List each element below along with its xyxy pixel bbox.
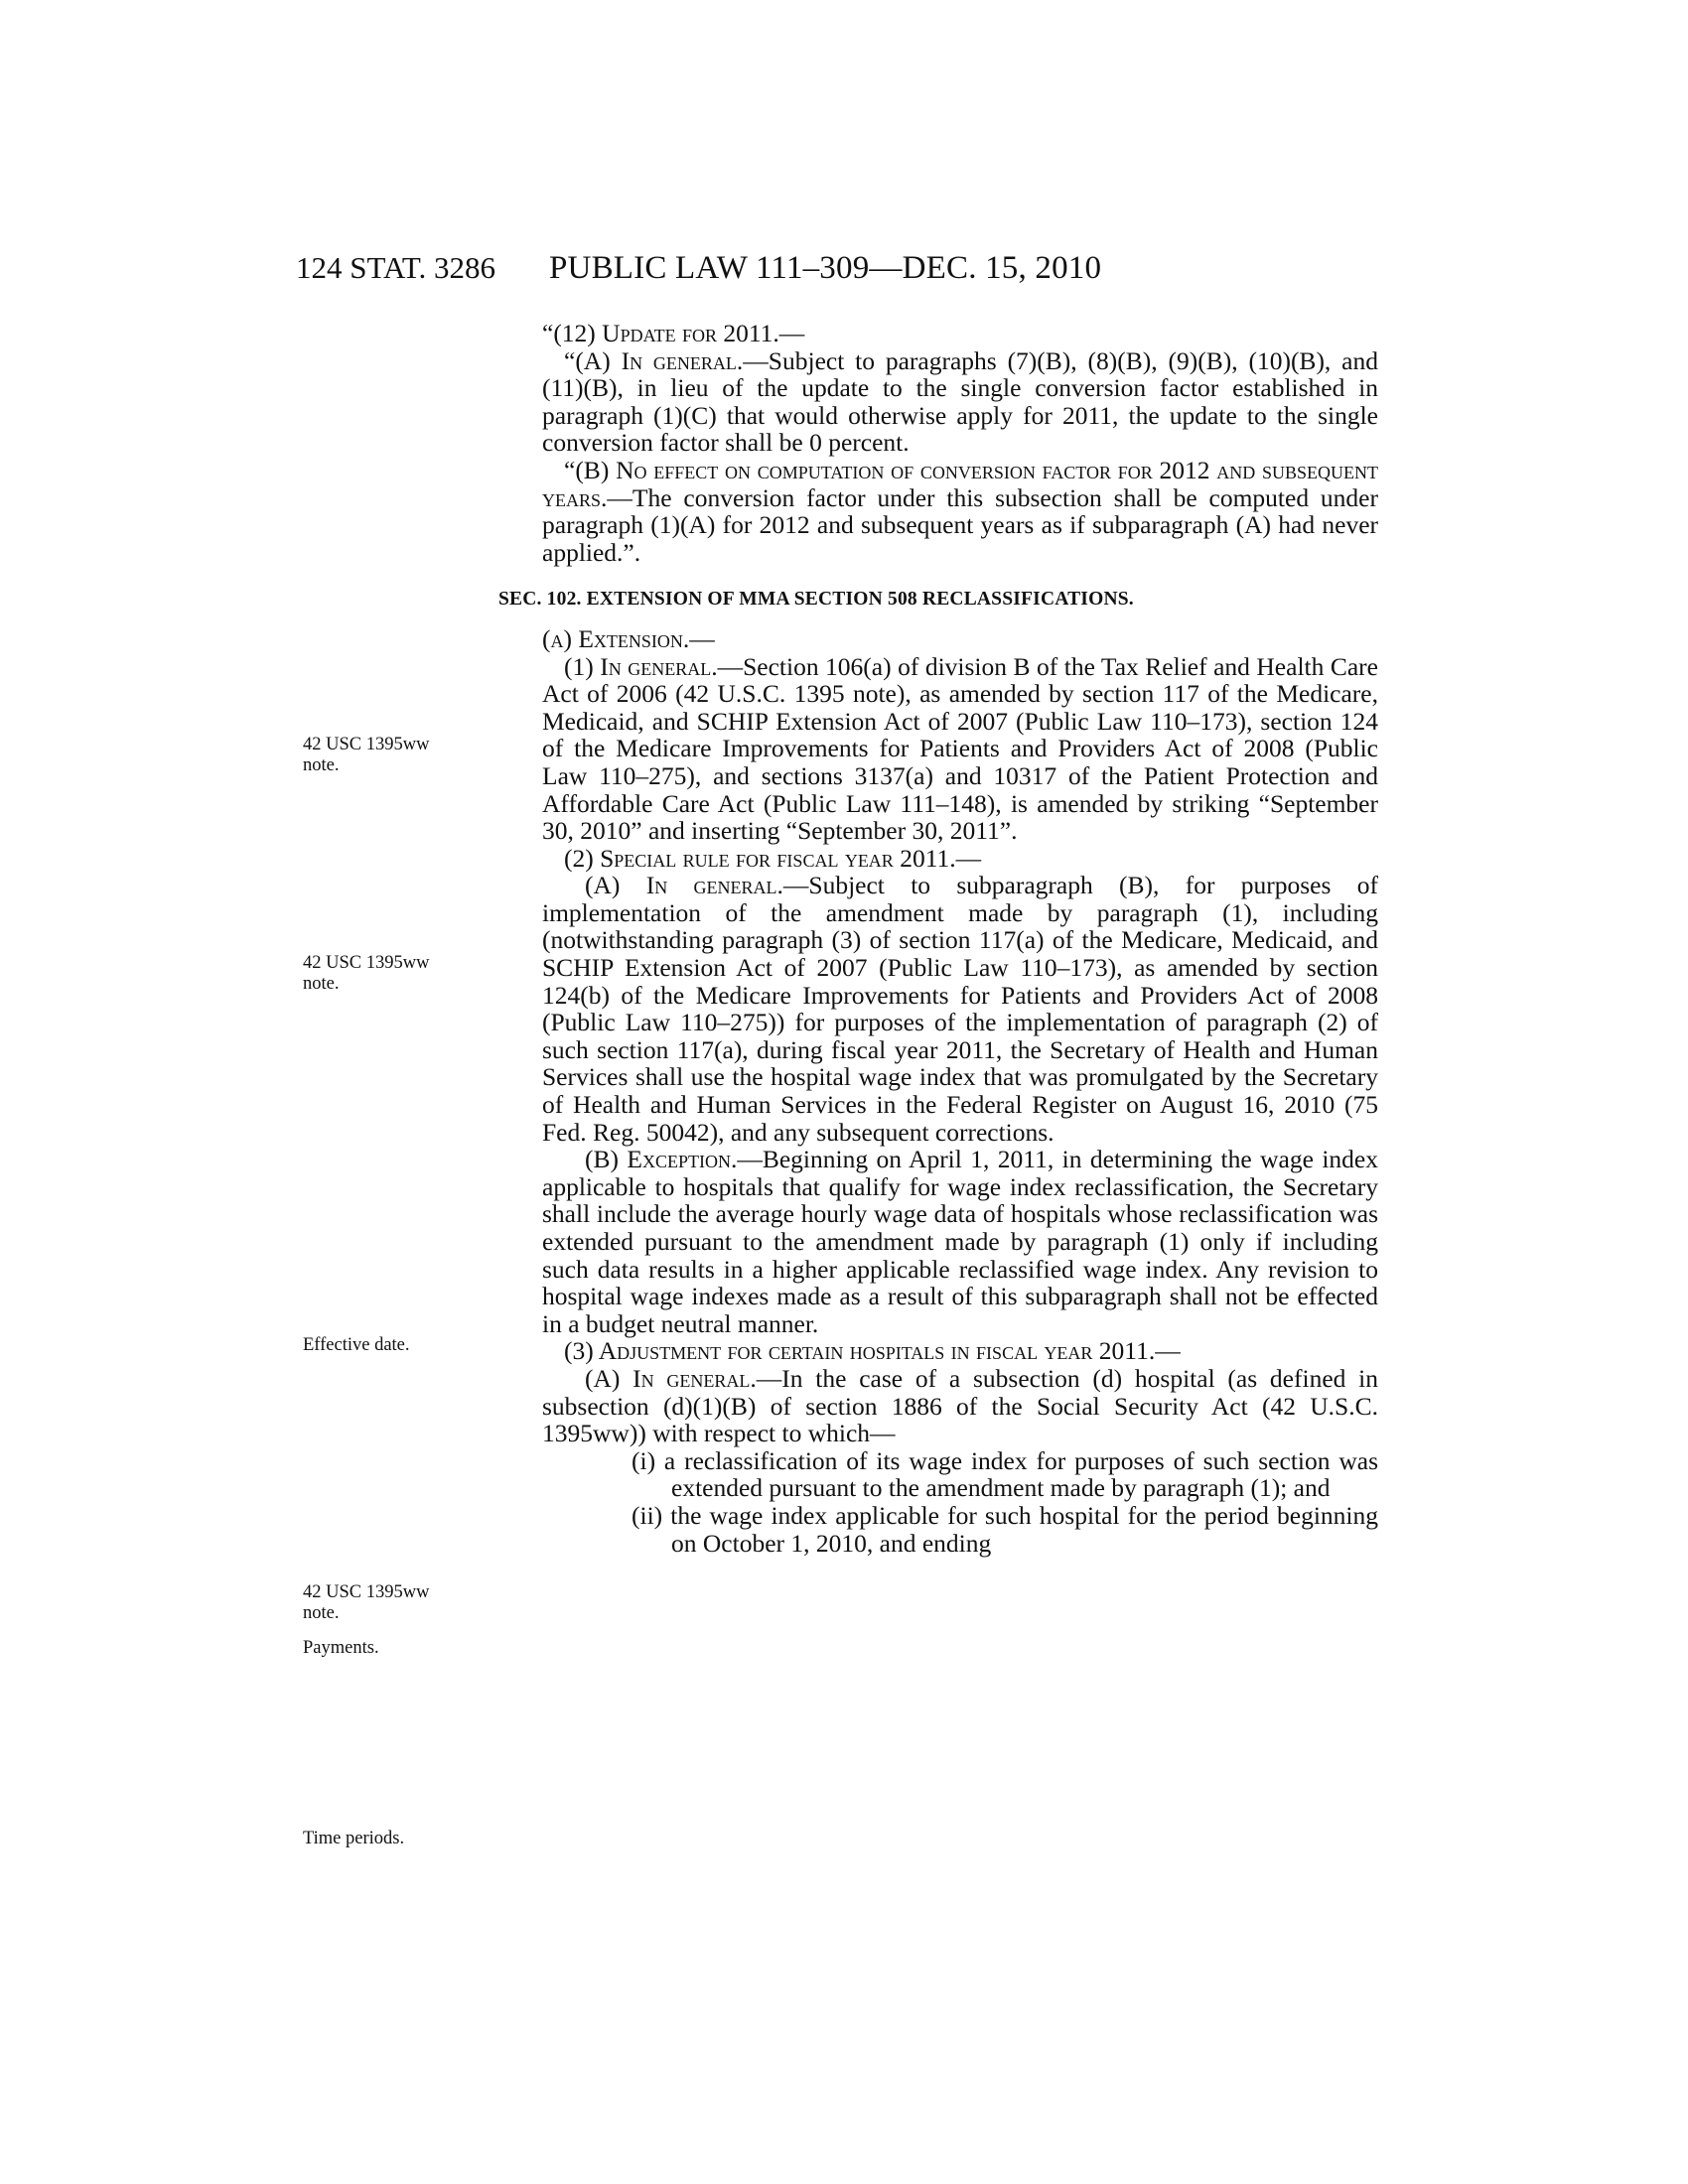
paragraph-a1 <box>542 653 1378 845</box>
subparagraph-12a-lead: “(A) In general.— <box>564 345 769 375</box>
margin-note-line: 42 USC 1395ww <box>303 1582 430 1602</box>
subparagraph-a2a-text: Subject to subparagraph (B), for purposes of implementation of the amendment made by paragraph (1), including (notwithstanding paragraph (3) of section 117(a) of the Medicare, Medicaid, and SCHIP Extension Act of 2007 (Public Law 110–173), as amended by section 124(b) of the Medicare Improvements for Patients and Providers Act of 2008 (Public Law 110–275)) for purposes of the implementation of paragraph (2) of such section 117(a), during fiscal year 2011, the Secretary of Health and Human Services shall use the hospital wage index that was promulgated by the Secretary of Health and Human Services in the Federal Register on August 16, 2010 (75 Fed. Reg. 50042), and any subsequent corrections. <box>542 871 1378 1147</box>
subparagraph-a2b <box>542 1146 1378 1337</box>
clause-a3a-i: (i) a reclassification of its wage index for purposes of such section was extended pursuant to the amendment made by paragraph (1); and <box>632 1445 1378 1503</box>
page-title: PUBLIC LAW 111–309—DEC. 15, 2010 <box>549 250 1102 286</box>
subparagraph-a3a-text: In the case of a subsection (d) hospital (as defined in subsection (d)(1)(B) of section 1886 of the Social Security Act (42 U.S.C. 1395ww)) with respect to which— <box>542 1363 1378 1448</box>
margin-note-effective-date: Effective date. <box>303 1335 410 1355</box>
subparagraph-12b-text: The conversion factor under this subsection shall be computed under paragraph (1)(A) for 2012 and subsequent years as if subparagraph (A) had never applied.”. <box>542 482 1378 567</box>
paragraph-12-heading: “(12) Update for 2011.— <box>542 319 805 347</box>
margin-note-line: 42 USC 1395ww <box>303 735 430 754</box>
subparagraph-a2b-text: Beginning on April 1, 2011, in determining the wage index applicable to hospitals that qualify for wage index reclassification, the Secretary shall include the average hourly wage data of hospitals whose reclassification was extended pursuant to the amendment made by paragraph (1) only if including such data results in a higher applicable reclassified wage index. Any revision to hospital wage indexes made as a result of this subparagraph shall not be effected in a budget neutral manner. <box>542 1145 1378 1338</box>
subsection-a-heading: (a) Extension.— <box>542 623 715 653</box>
margin-note-payments: Payments. <box>303 1638 379 1658</box>
paragraph-a2-heading: (2) Special rule for fiscal year 2011.— <box>564 843 982 873</box>
margin-note-usc-3 <box>303 1582 501 1624</box>
section-heading: SEC. 102. EXTENSION OF MMA SECTION 508 RECLASSIFICATIONS. <box>498 589 1134 611</box>
paragraph-a3-heading: (3) Adjustment for certain hospitals in fiscal year 2011.— <box>564 1336 1181 1366</box>
margin-note-time-periods: Time periods. <box>303 1829 405 1848</box>
margin-note-line: note. <box>303 1603 340 1623</box>
subparagraph-12a <box>542 347 1378 457</box>
subparagraph-a3a <box>542 1365 1378 1447</box>
subparagraph-12a-text: Subject to paragraphs (7)(B), (8)(B), (9)(B), (10)(B), and (11)(B), in lieu of the update to the single conversion factor established in paragraph (1)(C) that would otherwise apply for 2011, the update to the single conversion factor shall be 0 percent. <box>542 345 1378 458</box>
margin-note-line: note. <box>303 974 340 994</box>
subparagraph-12b-lead: “(B) No effect on computation of conversion factor for 2012 and subsequent years.— <box>542 455 1378 512</box>
margin-note-line: 42 USC 1395ww <box>303 953 430 973</box>
subparagraph-a2a <box>542 872 1378 1146</box>
margin-note-usc-1 <box>303 735 501 776</box>
paragraph-a1-text: Section 106(a) of division B of the Tax Relief and Health Care Act of 2006 (42 U.S.C. 1395 note), as amended by section 117 of the Medicare, Medicaid, and SCHIP Extension Act of 2007 (Public Law 110–173), section 124 of the Medicare Improvements for Patients and Providers Act of 2008 (Public Law 110–275), and sections 3137(a) and 10317 of the Patient Protection and Affordable Care Act (Public Law 111–148), is amended by striking “September 30, 2010” and inserting “September 30, 2011”. <box>542 651 1378 846</box>
subparagraph-12b <box>542 457 1378 566</box>
margin-note-usc-2 <box>303 953 501 995</box>
clause-a3a-ii: (ii) the wage index applicable for such hospital for the period beginning on October 1, 2010, and ending <box>632 1500 1378 1558</box>
statute-page-number: 124 STAT. 3286 <box>296 250 496 285</box>
margin-note-line: note. <box>303 755 340 775</box>
subparagraph-a2b-lead: (B) Exception.— <box>585 1145 763 1174</box>
paragraph-a1-lead: (1) In general.— <box>564 651 744 681</box>
subparagraph-a3a-lead: (A) In general.— <box>585 1363 782 1393</box>
statute-body <box>498 319 1378 1558</box>
subparagraph-a2a-lead: (A) In general.— <box>585 871 809 900</box>
